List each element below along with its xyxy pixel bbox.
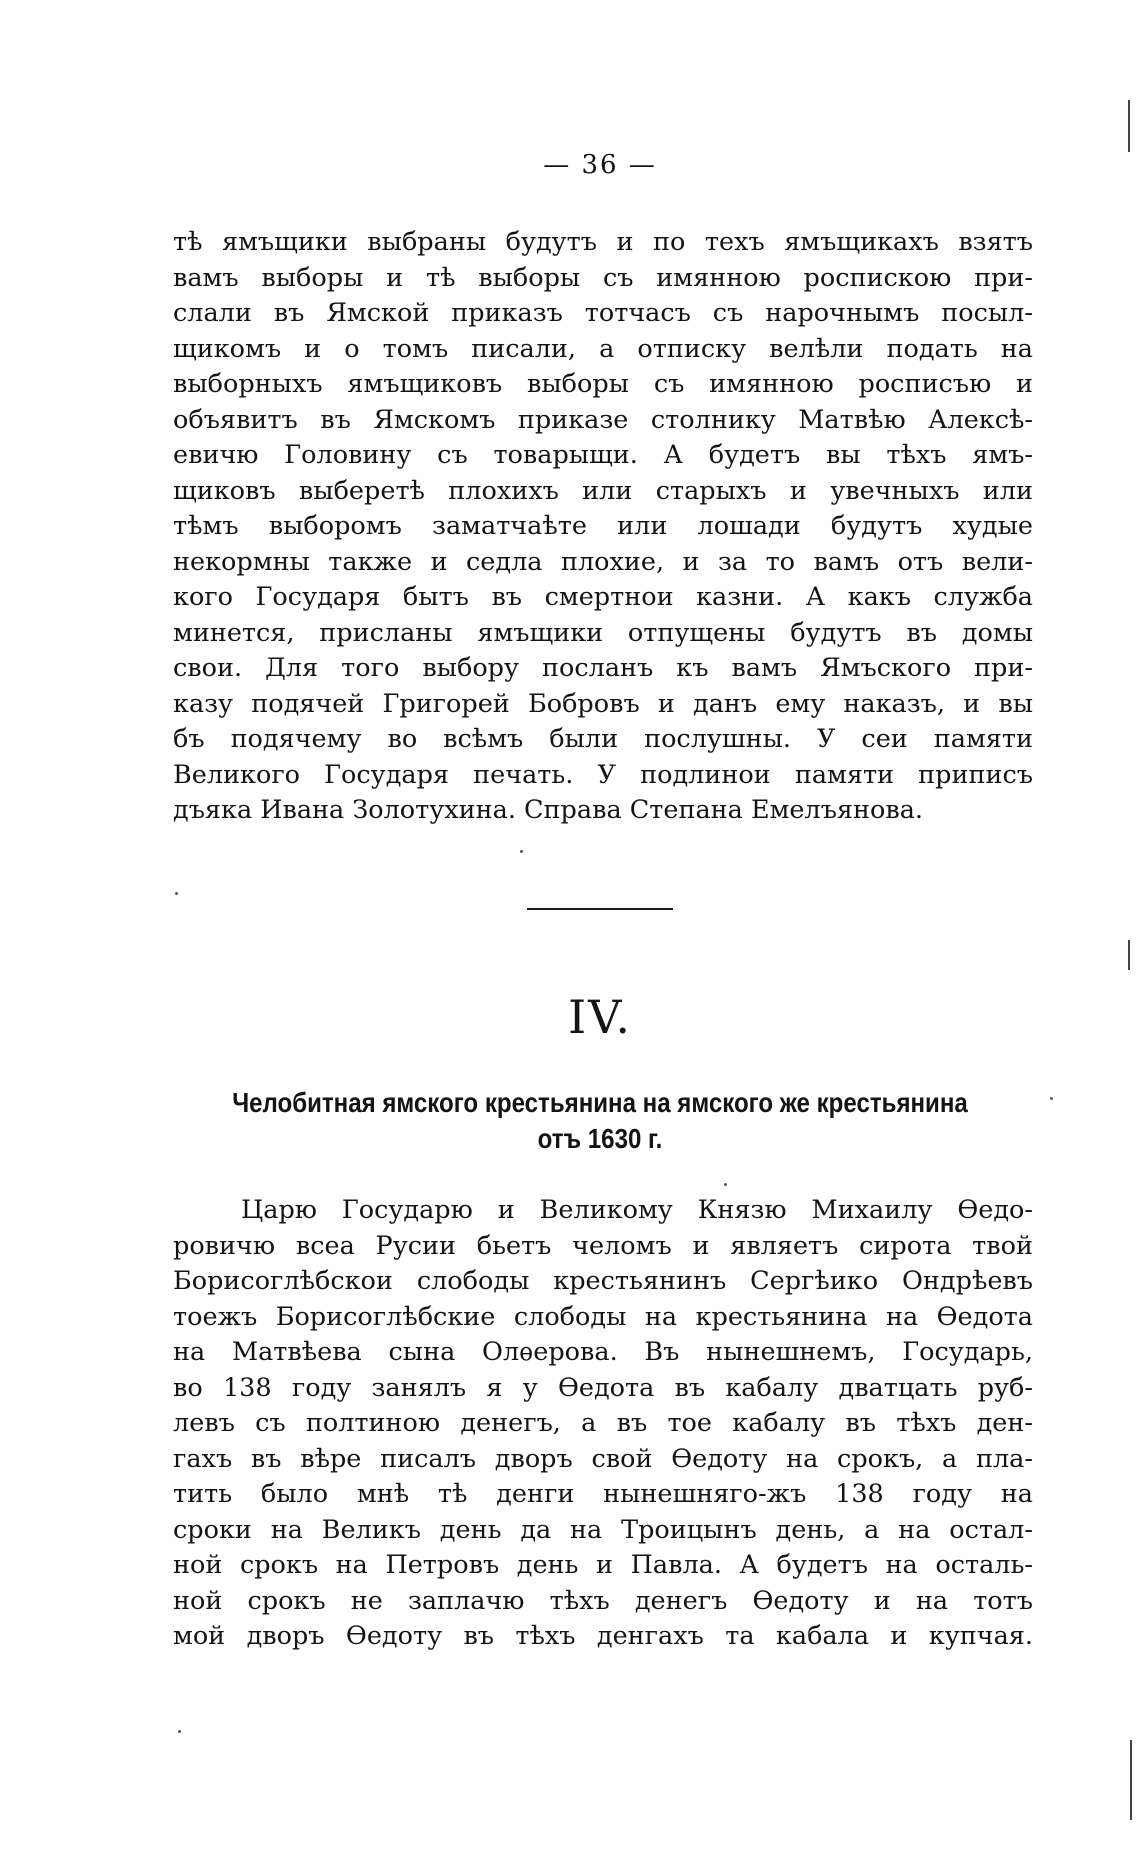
text-line: свои. Для того выбору посланъ къ вамъ Ямъского при- [173,653,1033,683]
section-divider [527,908,673,910]
text-line: тоежъ Борисоглѣбские слободы на крестьянина на Ѳедота [173,1301,1033,1332]
text-line: вамъ выборы и тѣ выборы съ имянною роспискою при- [173,262,1033,293]
text-line: щиковъ выберетѣ плохихъ или старыхъ и увечныхъ или [173,475,1033,506]
text-line: гахъ въ вѣре писалъ дворъ свой Ѳедоту на срокъ, а пла- [173,1443,1033,1474]
section-title-line: Челобитная ямского крестьянина на ямского же крестьянина [232,1087,968,1118]
text-line: сроки на Великъ день да на Троицынъ день, а на остал- [173,1514,1033,1545]
text-line: ной срокъ не заплачю тѣхъ денегъ Ѳедоту и на тотъ [173,1585,1033,1616]
scan-speck [175,892,178,895]
text-line: дъяка Ивана Золотухина. Справа Степана Емелъянова. [173,795,924,825]
text-line: ной срокъ на Петровъ день и Павла. А будетъ на осталь- [173,1550,1033,1580]
section-number: IV. [568,990,632,1044]
text-line: выборныхъ ямъщиковъ выборы съ имянною росписъю и [173,369,1033,399]
text-line: объявитъ въ Ямскомъ приказе столнику Матвѣю Алексѣ- [173,404,1033,435]
text-line: мой дворъ Ѳедоту въ тѣхъ денгахъ та кабала и купчая. [173,1621,1033,1651]
scan-speck [520,850,523,853]
scan-edge-mark [1128,940,1130,970]
scan-speck [1050,1097,1053,1100]
text-line: на Матвѣева сына Олѳерова. Въ нынешнемъ, Государь, [173,1337,1033,1367]
scan-edge-mark [1128,100,1130,152]
text-line: щикомъ и о томъ писали, а отписку велѣли подать на [173,333,1033,364]
bottom-paragraph [173,1193,1033,1655]
text-line: Великого Государя печать. У подлинои памяти приписъ [173,759,1033,790]
text-line: некормны также и седла плохие, и за то вамъ отъ вели- [173,546,1033,577]
text-line: слали въ Ямской приказъ тотчасъ съ нарочнымъ посыл- [173,298,1033,328]
scan-speck [178,1730,181,1733]
text-line: ровичю всеа Русии бьетъ челомъ и являетъ сирота твой [173,1230,1033,1261]
text-line: казу подячей Григорей Бобровъ и данъ ему наказъ, и вы [173,688,1033,719]
scan-edge-mark [1130,1740,1132,1820]
text-line: во 138 году занялъ я у Ѳедота въ кабалу дватцать руб- [173,1372,1033,1403]
scan-speck [724,1183,727,1186]
text-line: евичю Головину съ товарыщи. А будетъ вы тѣхъ ямъ- [173,440,1033,470]
section-title-line: отъ 1630 г. [537,1123,663,1154]
section-title [213,1085,987,1157]
text-line: Царю Государю и Великому Князю Михаилу Ѳедо- [241,1195,1033,1225]
page-number: — 36 — [543,150,657,180]
top-paragraph [173,225,1033,829]
text-line: тѣмъ выборомъ заматчаѣте или лошади будутъ худые [173,511,1033,541]
text-line: Борисоглѣбскои слободы крестьянинъ Сергѣико Ондрѣевъ [173,1266,1033,1296]
text-line: тѣ ямъщики выбраны будутъ и по техъ ямъщикахъ взятъ [173,227,1033,257]
text-line: тить было мнѣ тѣ денги нынешняго-жъ 138 году на [173,1479,1033,1509]
text-line: бъ подячему во всѣмъ были послушны. У сеи памяти [173,724,1033,754]
text-line: кого Государя бытъ въ смертнои казни. А какъ служба [173,582,1033,612]
text-line: минется, присланы ямъщики отпущены будутъ въ домы [173,617,1033,648]
text-line: левъ съ полтиною денегъ, а въ тое кабалу въ тѣхъ ден- [173,1408,1033,1438]
